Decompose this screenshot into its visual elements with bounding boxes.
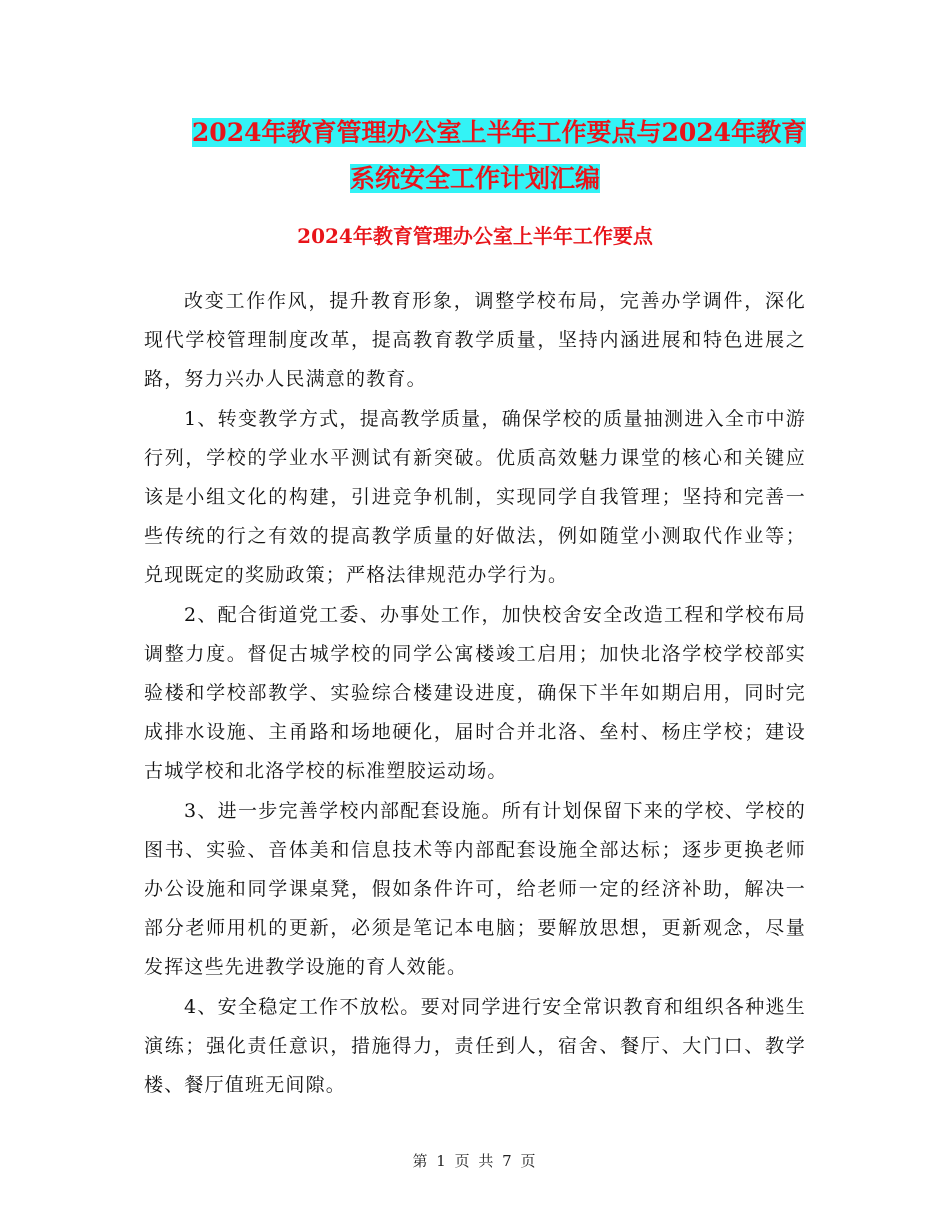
paragraph-item-1: 1、转变教学方式，提高教学质量，确保学校的质量抽测进入全市中游行列，学校的学业水平测试有新突破。优质高效魅力课堂的核心和关键应该是小组文化的构建，引进竞争机制，实现同学自我管理；坚持和完善一些传统的行之有效的提高教学质量的好做法，例如随堂小测取代作业等；兑现既定的奖励政策；严格法律规范办学行为。: [144, 407, 806, 587]
document-title: [0, 110, 950, 202]
section-heading: 2024年教育管理办公室上半年工作要点: [297, 224, 653, 248]
document-title-line1: 2024年教育管理办公室上半年工作要点与2024年教育: [191, 118, 807, 147]
paragraph-item-4: 4、安全稳定工作不放松。要对同学进行安全常识教育和组织各种逃生演练；强化责任意识，措施得力，责任到人，宿舍、餐厅、大门口、教学楼、餐厅值班无间隙。: [144, 995, 806, 1097]
document-body: [144, 282, 806, 1105]
document-title-line2: 系统安全工作计划汇编: [349, 164, 600, 193]
paragraph-intro: 改变工作作风，提升教育形象，调整学校布局，完善办学调件，深化现代学校管理制度改革，提高教育教学质量，坚持内涵进展和特色进展之路，努力兴办人民满意的教育。: [144, 290, 806, 391]
paragraph-item-3: 3、进一步完善学校内部配套设施。所有计划保留下来的学校、学校的图书、实验、音体美和信息技术等内部配套设施全部达标；逐步更换老师办公设施和同学课桌凳，假如条件许可，给老师一定的经济补助，解决一部分老师用机的更新，必须是笔记本电脑；要解放思想，更新观念，尽量发挥这些先进教学设施的育人效能。: [144, 799, 806, 979]
paragraph-item-2: 2、配合街道党工委、办事处工作，加快校舍安全改造工程和学校布局调整力度。督促古城学校的同学公寓楼竣工启用；加快北洛学校学校部实验楼和学校部教学、实验综合楼建设进度，确保下半年如期启用，同时完成排水设施、主甬路和场地硬化，届时合并北洛、垒村、杨庄学校；建设古城学校和北洛学校的标准塑胶运动场。: [144, 603, 806, 783]
page-footer: 第 1 页 共 7 页: [412, 1152, 538, 1170]
